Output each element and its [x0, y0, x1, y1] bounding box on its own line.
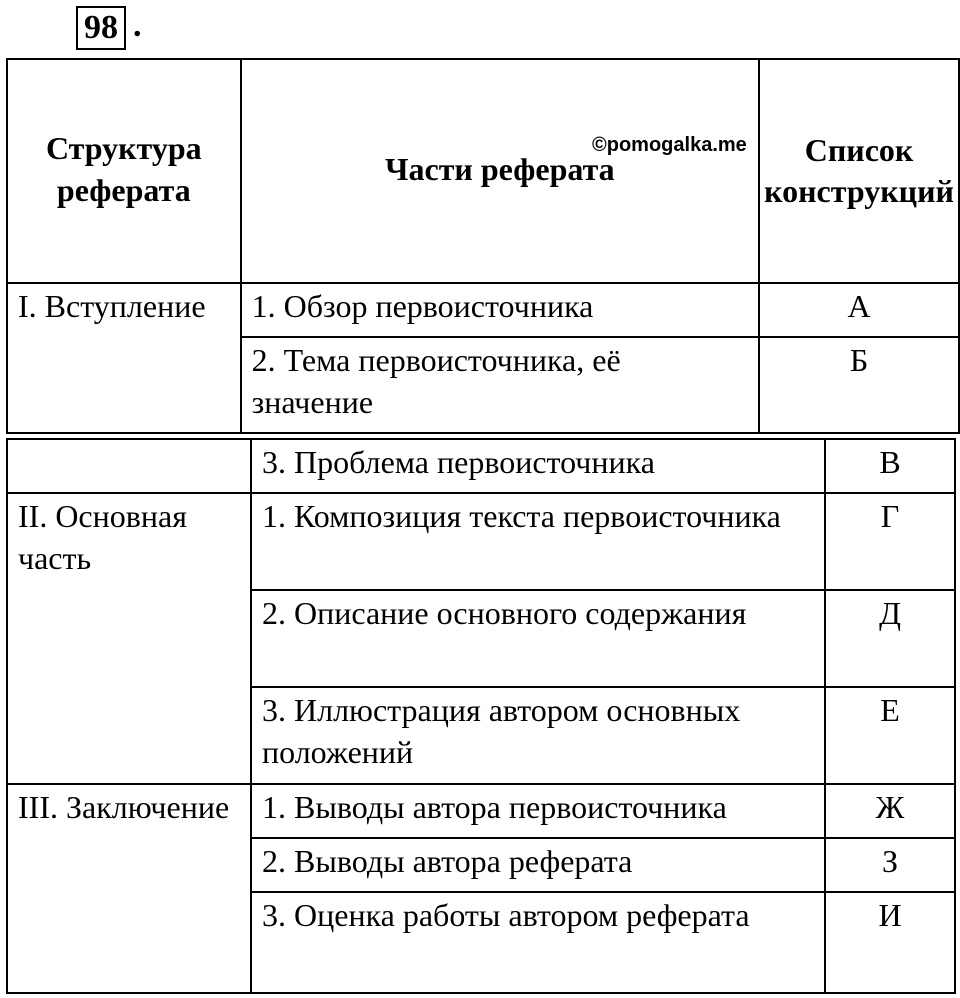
header-constructions: Список конструкций [759, 59, 959, 283]
table-part-1 [6, 58, 960, 434]
section-cell [7, 439, 251, 493]
letter-cell: Д [825, 590, 955, 687]
task-number: 98 [76, 6, 126, 50]
task-number-dot: . [133, 7, 142, 44]
header-structure: Структура реферата [7, 59, 241, 283]
section-cell: III. Заключение [7, 784, 251, 993]
letter-cell: Е [825, 687, 955, 784]
letter-cell: Б [759, 337, 959, 433]
table-part-2 [6, 438, 956, 994]
part-cell: 2. Тема первоисточника, её значение [241, 337, 760, 433]
letter-cell: И [825, 892, 955, 993]
section-cell: I. Вступление [7, 283, 241, 433]
letter-cell: А [759, 283, 959, 337]
letter-cell: Г [825, 493, 955, 590]
table-header-row [7, 59, 959, 283]
header-parts: Части реферата [241, 59, 760, 283]
part-cell: 3. Оценка работы автором реферата [251, 892, 825, 993]
watermark: ©pomogalka.me [592, 134, 747, 156]
section-cell: II. Основная часть [7, 493, 251, 784]
part-cell: 3. Проблема первоисточника [251, 439, 825, 493]
part-cell: 2. Выводы автора реферата [251, 838, 825, 892]
table-row [7, 283, 959, 337]
part-cell: 2. Описание основного содержания [251, 590, 825, 687]
letter-cell: З [825, 838, 955, 892]
part-cell: 1. Обзор первоисточника [241, 283, 760, 337]
letter-cell: В [825, 439, 955, 493]
part-cell: 1. Композиция текста первоисточника [251, 493, 825, 590]
part-cell: 1. Выводы автора первоисточника [251, 784, 825, 838]
table-row [7, 493, 955, 590]
part-cell: 3. Иллюстрация автором основных положений [251, 687, 825, 784]
letter-cell: Ж [825, 784, 955, 838]
table-row [7, 439, 955, 493]
table-row [7, 784, 955, 838]
